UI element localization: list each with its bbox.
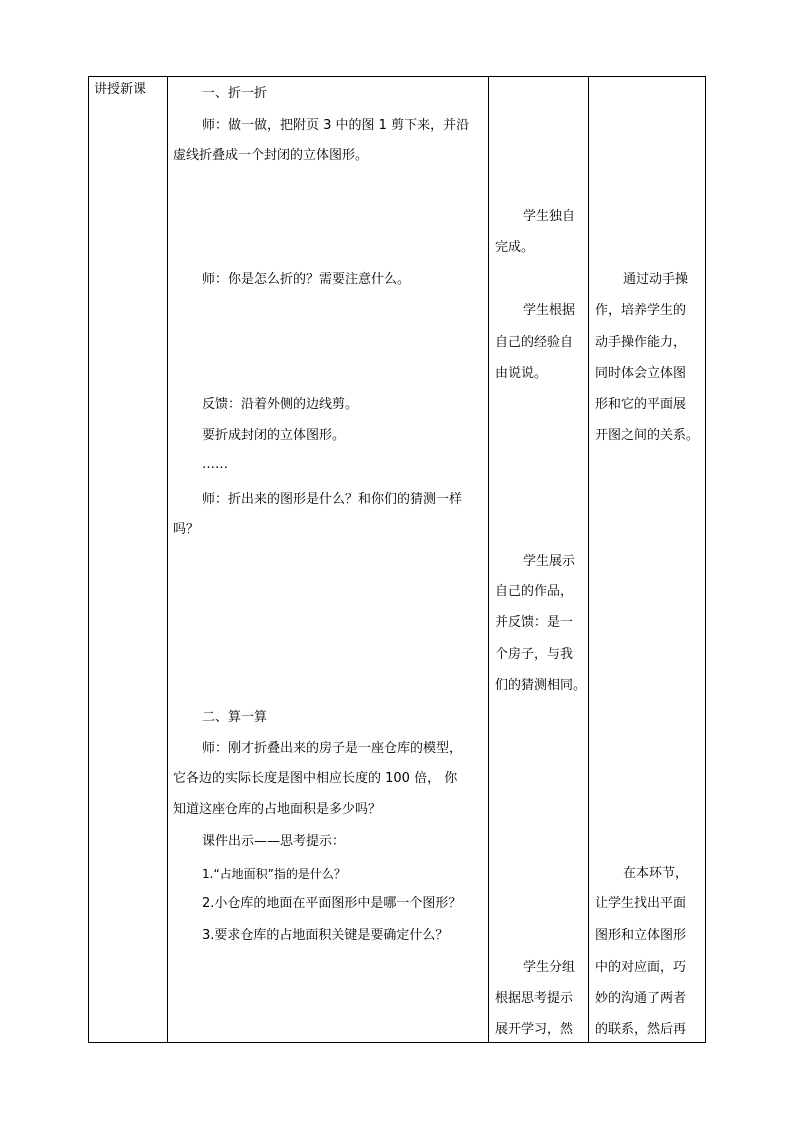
hint-3: 3.要求仓库的占地面积关键是要确定什么？: [202, 928, 449, 943]
instruction1-line2: 虚线折叠成一个封闭的立体图形。: [173, 148, 369, 163]
student-activity-3-line4: 个房子，与我: [495, 647, 574, 662]
section-label: 讲授新课: [94, 82, 147, 97]
column-divider-2: [488, 76, 489, 1043]
design-intent-1-line2: 作，培养学生的: [595, 303, 687, 318]
student-activity-4-line1: 学生分组: [523, 960, 576, 975]
part1-heading: 一、折一折: [202, 86, 268, 101]
part2-heading: 二、算一算: [202, 710, 268, 725]
question2-line1: 师：折出来的图形是什么？和你们的猜测一样: [202, 492, 463, 507]
feedback-line2: 要折成封闭的立体图形。: [202, 428, 346, 443]
design-intent-1-line6: 开图之间的关系。: [595, 428, 700, 443]
student-activity-4-line2: 根据思考提示: [495, 991, 574, 1006]
student-activity-3-line3: 并反馈：是一: [495, 615, 574, 630]
design-intent-1-line4: 同时体会立体图: [595, 366, 687, 381]
column-divider-1: [167, 76, 168, 1043]
student-activity-3-line5: 们的猜测相同。: [495, 678, 587, 693]
design-intent-2-line2: 让学生找出平面: [595, 896, 687, 911]
calc-line2: 它各边的实际长度是图中相应长度的 100 倍， 你: [173, 771, 458, 786]
design-intent-2-line4: 中的对应面，巧: [595, 960, 687, 975]
student-activity-1-line1: 学生独自: [523, 209, 576, 224]
student-activity-3-line2: 自己的作品，: [495, 584, 574, 599]
feedback-line1: 反馈：沿着外侧的边线剪。: [202, 397, 359, 412]
design-intent-2-line3: 图形和立体图形: [595, 928, 687, 943]
student-activity-4-line3: 展开学习，然: [495, 1022, 574, 1037]
instruction1-line1: 师：做一做，把附页 3 中的图 1 剪下来，并沿: [202, 118, 470, 133]
design-intent-2-line1: 在本环节，: [623, 866, 689, 881]
calc-line3: 知道这座仓库的占地面积是多少吗？: [173, 802, 382, 817]
question2-line2: 吗？: [173, 522, 200, 537]
column-divider-3: [588, 76, 589, 1043]
design-intent-1-line5: 形和它的平面展: [595, 397, 687, 412]
design-intent-1-line3: 动手操作能力，: [595, 335, 687, 350]
calc-line1: 师：刚才折叠出来的房子是一座仓库的模型，: [202, 741, 463, 756]
design-intent-2-line5: 妙的沟通了两者: [595, 991, 687, 1006]
design-intent-1-line1: 通过动手操: [623, 272, 689, 287]
ellipsis: ……: [202, 457, 228, 472]
student-activity-2-line3: 由说说。: [495, 366, 548, 381]
student-activity-2-line1: 学生根据: [523, 303, 576, 318]
design-intent-2-line6: 的联系，然后再: [595, 1022, 687, 1037]
hint-title: 课件出示——思考提示：: [202, 834, 346, 849]
student-activity-3-line1: 学生展示: [523, 554, 576, 569]
student-activity-2-line2: 自己的经验自: [495, 335, 574, 350]
student-activity-1-line2: 完成。: [495, 240, 535, 255]
hint-2: 2.小仓库的地面在平面图形中是哪一个图形？: [202, 896, 462, 911]
hint-1: 1.“占地面积”指的是什么？: [202, 867, 346, 881]
question1: 师：你是怎么折的？需要注意什么。: [202, 272, 411, 287]
